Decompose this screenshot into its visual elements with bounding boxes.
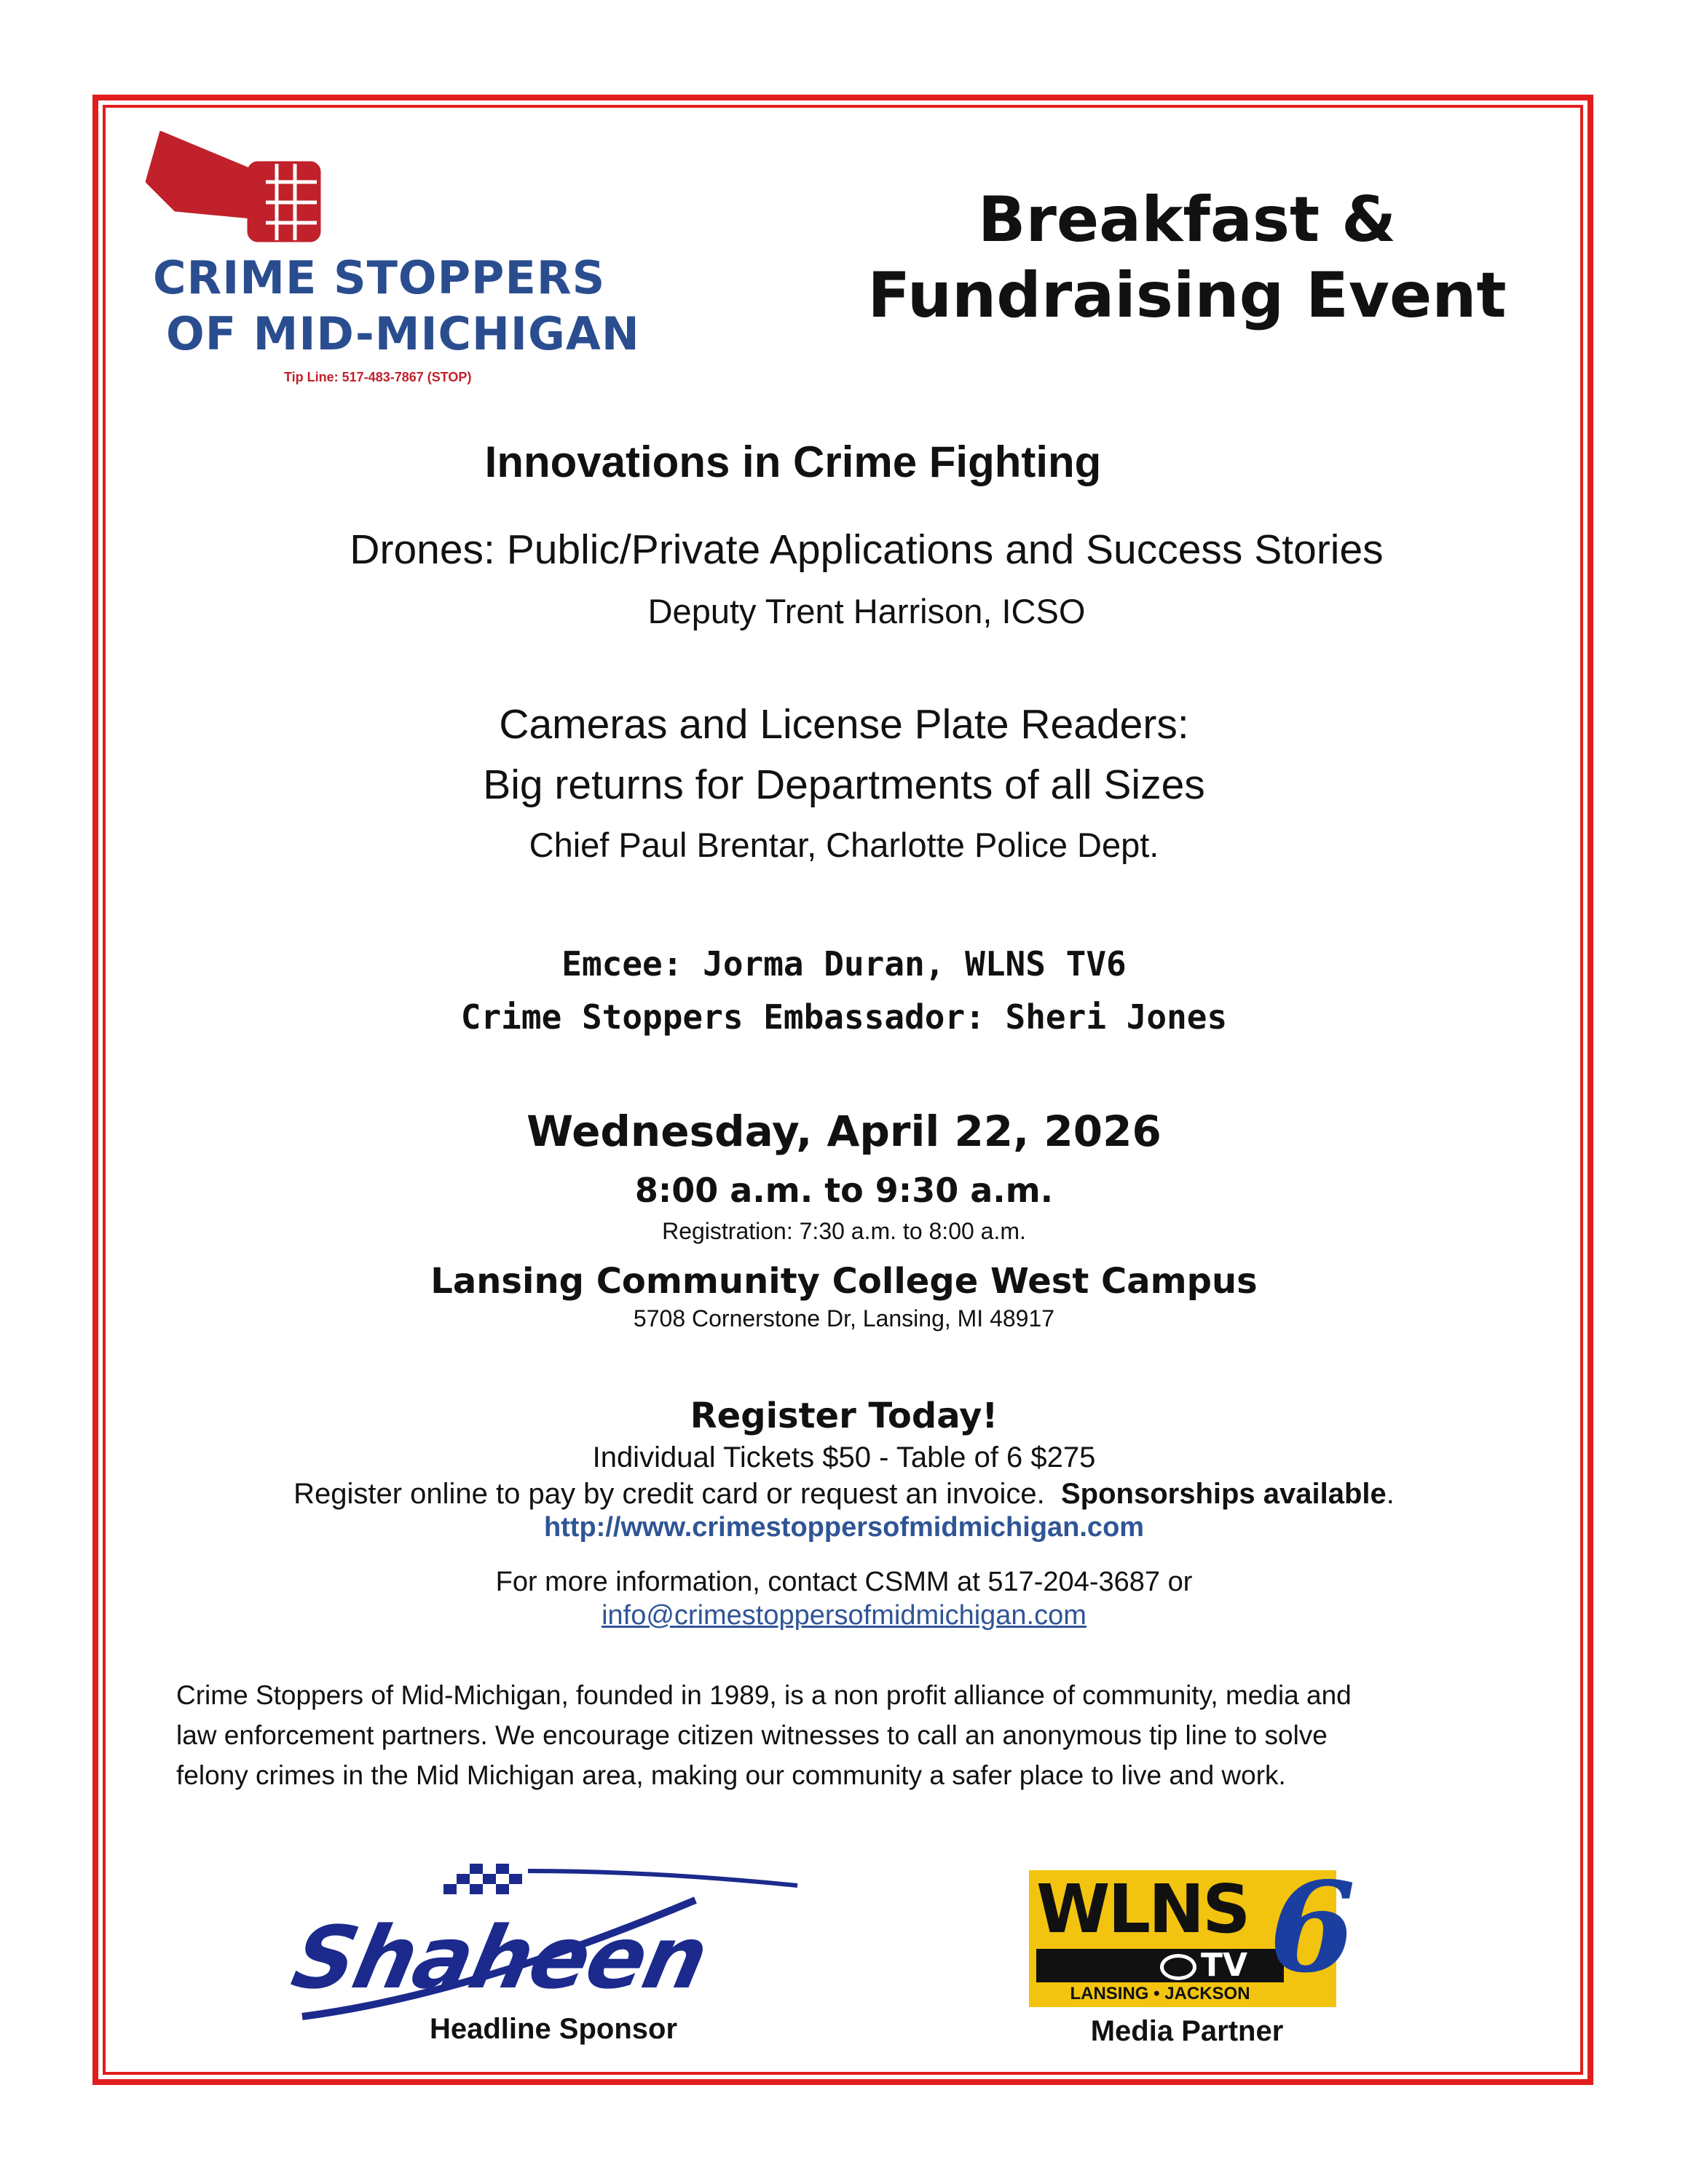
- wlns-markets: LANSING • JACKSON: [1070, 1984, 1250, 2003]
- register-online-text: Register online to pay by credit card or request an invoice.: [293, 1478, 1061, 1510]
- talk2-speaker: Chief Paul Brentar, Charlotte Police Dept.: [529, 826, 1159, 864]
- headline-sponsor-label: Headline Sponsor: [429, 2013, 678, 2045]
- register-online-line: [0, 1478, 1688, 1511]
- page-title: [786, 182, 1588, 333]
- about-paragraph: [176, 1675, 1574, 1795]
- about-line2: law enforcement partners. We encourage citizen witnesses to call an anonymous tip line to solve: [176, 1720, 1328, 1750]
- website-link[interactable]: http://www.crimestoppersofmidmichigan.com: [543, 1512, 1145, 1543]
- tip-line: Tip Line: 517-483-7867 (STOP): [284, 370, 472, 384]
- talk2-title-line2: Big returns for Departments of all Sizes: [483, 761, 1205, 808]
- shaheen-wordmark: Shaheen: [284, 1907, 716, 2008]
- talk2-title-line1: Cameras and License Plate Readers:: [499, 701, 1189, 748]
- registration-time: Registration: 7:30 a.m. to 8:00 a.m.: [662, 1218, 1026, 1244]
- talk1-title: Drones: Public/Private Applications and Success Stories: [350, 526, 1384, 573]
- heading: [0, 437, 1688, 487]
- about-line1: Crime Stoppers of Mid-Michigan, founded in 1989, is a non profit alliance of community, media and: [176, 1680, 1352, 1710]
- title-line1: Breakfast &: [977, 183, 1397, 256]
- wlns-tv: TV: [1201, 1947, 1248, 1984]
- embassador: Crime Stoppers Embassador: Sheri Jones: [460, 997, 1228, 1037]
- venue: Lansing Community College West Campus: [430, 1261, 1258, 1302]
- crime-stoppers-logo: [146, 131, 641, 393]
- about-line3: felony crimes in the Mid Michigan area, making our community a safer place to live and work.: [176, 1760, 1286, 1790]
- talk1-speaker: Deputy Trent Harrison, ICSO: [647, 592, 1086, 630]
- ticket-prices: Individual Tickets $50 - Table of 6 $275: [592, 1441, 1096, 1473]
- sponsorships-available: Sponsorships available: [1060, 1478, 1387, 1510]
- venue-address: 5708 Cornerstone Dr, Lansing, MI 48917: [633, 1305, 1055, 1332]
- title-line2: Fundraising Event: [867, 259, 1507, 332]
- emcee: Emcee: Jorma Duran, WLNS TV6: [561, 944, 1127, 984]
- logo-line1: CRIME STOPPERS: [153, 251, 606, 304]
- wlns-wordmark: WLNS: [1036, 1870, 1249, 1948]
- shaheen-logo: [284, 1856, 827, 2024]
- register-heading: Register Today!: [690, 1396, 998, 1436]
- media-partner-label: Media Partner: [1090, 2015, 1284, 2047]
- cbs-eye-icon: [1160, 1954, 1196, 1980]
- wlns-channel-number: 6: [1269, 1855, 1356, 2001]
- contact-text: For more information, contact CSMM at 517-204-3687 or: [495, 1567, 1193, 1597]
- logo-line2: OF MID-MICHIGAN: [166, 307, 640, 360]
- email-link[interactable]: info@crimestoppersofmidmichigan.com: [602, 1600, 1086, 1631]
- heading-text: Innovations in Crime Fighting: [484, 438, 1102, 486]
- register-period: .: [1386, 1478, 1395, 1510]
- event-date: Wednesday, April 22, 2026: [526, 1107, 1162, 1156]
- wlns-logo: [1029, 1855, 1356, 2007]
- event-time: 8:00 a.m. to 9:30 a.m.: [634, 1171, 1054, 1210]
